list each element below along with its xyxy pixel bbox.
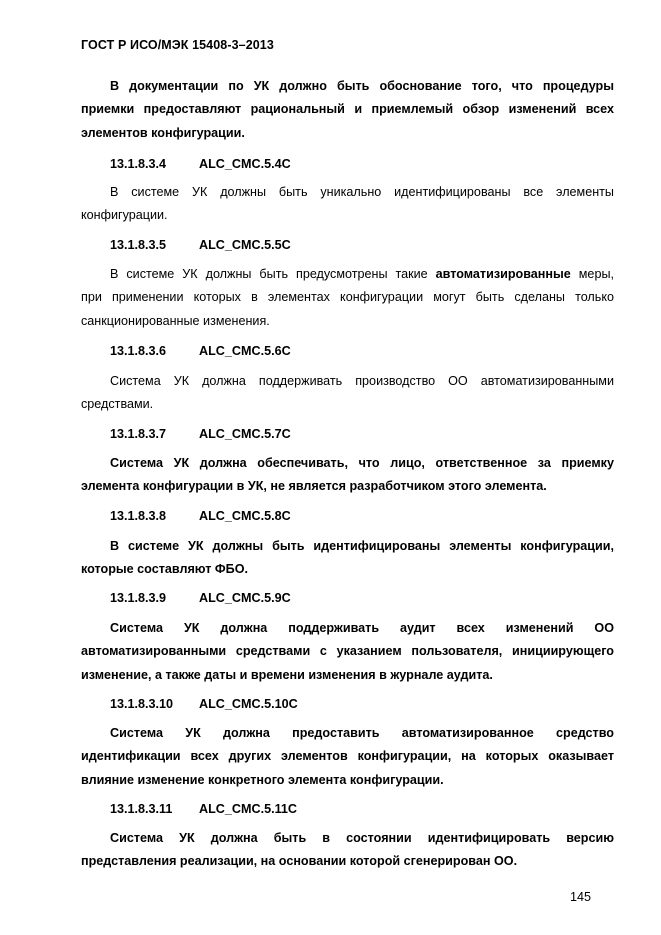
- text-line: В системе УК должны быть идентифицированы элементы конфигурации,: [110, 539, 614, 553]
- page-number: 145: [570, 890, 592, 904]
- text-line: средствами.: [81, 397, 154, 412]
- section-number: 13.1.8.3.4: [110, 157, 167, 171]
- emphasis-text: автоматизированные: [435, 267, 571, 281]
- section-code: ALC_CMC.5.5C: [199, 238, 291, 252]
- text-line: В документации по УК должно быть обоснование того, что процедуры: [110, 79, 614, 93]
- section-heading: [110, 344, 291, 358]
- text-line: элемента конфигурации в УК, не является разработчиком этого элемента.: [81, 479, 547, 494]
- section-heading: [110, 509, 291, 523]
- text-line: при применении которых в элементах конфигурации могут быть сделаны только: [81, 290, 614, 305]
- section-number: 13.1.8.3.10: [110, 697, 174, 711]
- section-number: 13.1.8.3.7: [110, 427, 167, 441]
- section-paragraph: [81, 535, 614, 582]
- section-code: ALC_CMC.5.11C: [199, 802, 297, 816]
- text-line: изменение, а также даты и времени изменения в журнале аудита.: [81, 667, 493, 682]
- section-heading: [110, 802, 297, 816]
- section-number: 13.1.8.3.5: [110, 238, 167, 252]
- text-line: которые составляют ФБО.: [81, 562, 248, 577]
- text-line: автоматизированными средствами с указанием пользователя, инициирующего: [81, 644, 614, 659]
- section-number: 13.1.8.3.8: [110, 509, 167, 523]
- document-header: ГОСТ Р ИСО/МЭК 15408-3–2013: [81, 38, 274, 52]
- section-heading: [110, 591, 291, 605]
- text-line: идентификации всех других элементов конфигурации, на которых оказывает: [81, 749, 614, 764]
- text-line: приемки предоставляют рациональный и приемлемый обзор изменений всех: [81, 102, 614, 117]
- text-line: В системе УК должны быть уникально идентифицированы все элементы: [110, 185, 614, 199]
- intro-paragraph: [81, 75, 614, 145]
- section-code: ALC_CMC.5.6C: [199, 344, 291, 358]
- section-code: ALC_CMC.5.8C: [199, 509, 291, 523]
- text-line: санкционированные изменения.: [81, 313, 270, 328]
- section-number: 13.1.8.3.9: [110, 591, 167, 605]
- text-span: меры,: [570, 267, 614, 281]
- text-line: Система УК должна быть в состоянии идентифицировать версию: [110, 831, 614, 845]
- section-paragraph: [81, 370, 614, 417]
- text-span: В системе УК должны быть предусмотрены такие: [110, 267, 436, 281]
- section-code: ALC_CMC.5.9C: [199, 591, 291, 605]
- section-heading: [110, 238, 291, 252]
- text-line: представления реализации, на основании которой сгенерирован ОО.: [81, 854, 518, 869]
- section-code: ALC_CMC.5.4C: [199, 157, 291, 171]
- section-code: ALC_CMC.5.7C: [199, 427, 291, 441]
- section-paragraph: [81, 452, 614, 499]
- section-number: 13.1.8.3.11: [110, 802, 173, 816]
- text-line: [81, 263, 614, 286]
- text-line: Система УК должна предоставить автоматизированное средство: [110, 726, 614, 740]
- text-line: элементов конфигурации.: [81, 125, 245, 140]
- section-heading: [110, 157, 291, 171]
- text-line: Система УК должна поддерживать аудит всех изменений ОО: [110, 621, 614, 635]
- section-paragraph: [81, 722, 614, 792]
- section-paragraph: [81, 827, 614, 874]
- text-line: Система УК должна обеспечивать, что лицо, ответственное за приемку: [110, 456, 614, 470]
- text-line: Система УК должна поддерживать производство ОО автоматизированными: [110, 374, 614, 388]
- section-paragraph: [81, 181, 614, 228]
- section-paragraph: [81, 263, 614, 333]
- section-code: ALC_CMC.5.10C: [199, 697, 298, 711]
- text-line: влияние изменение конкретного элемента конфигурации.: [81, 772, 444, 787]
- section-number: 13.1.8.3.6: [110, 344, 167, 358]
- section-paragraph: [81, 617, 614, 687]
- text-line: конфигурации.: [81, 208, 168, 223]
- section-heading: [110, 427, 291, 441]
- section-heading: [110, 697, 298, 711]
